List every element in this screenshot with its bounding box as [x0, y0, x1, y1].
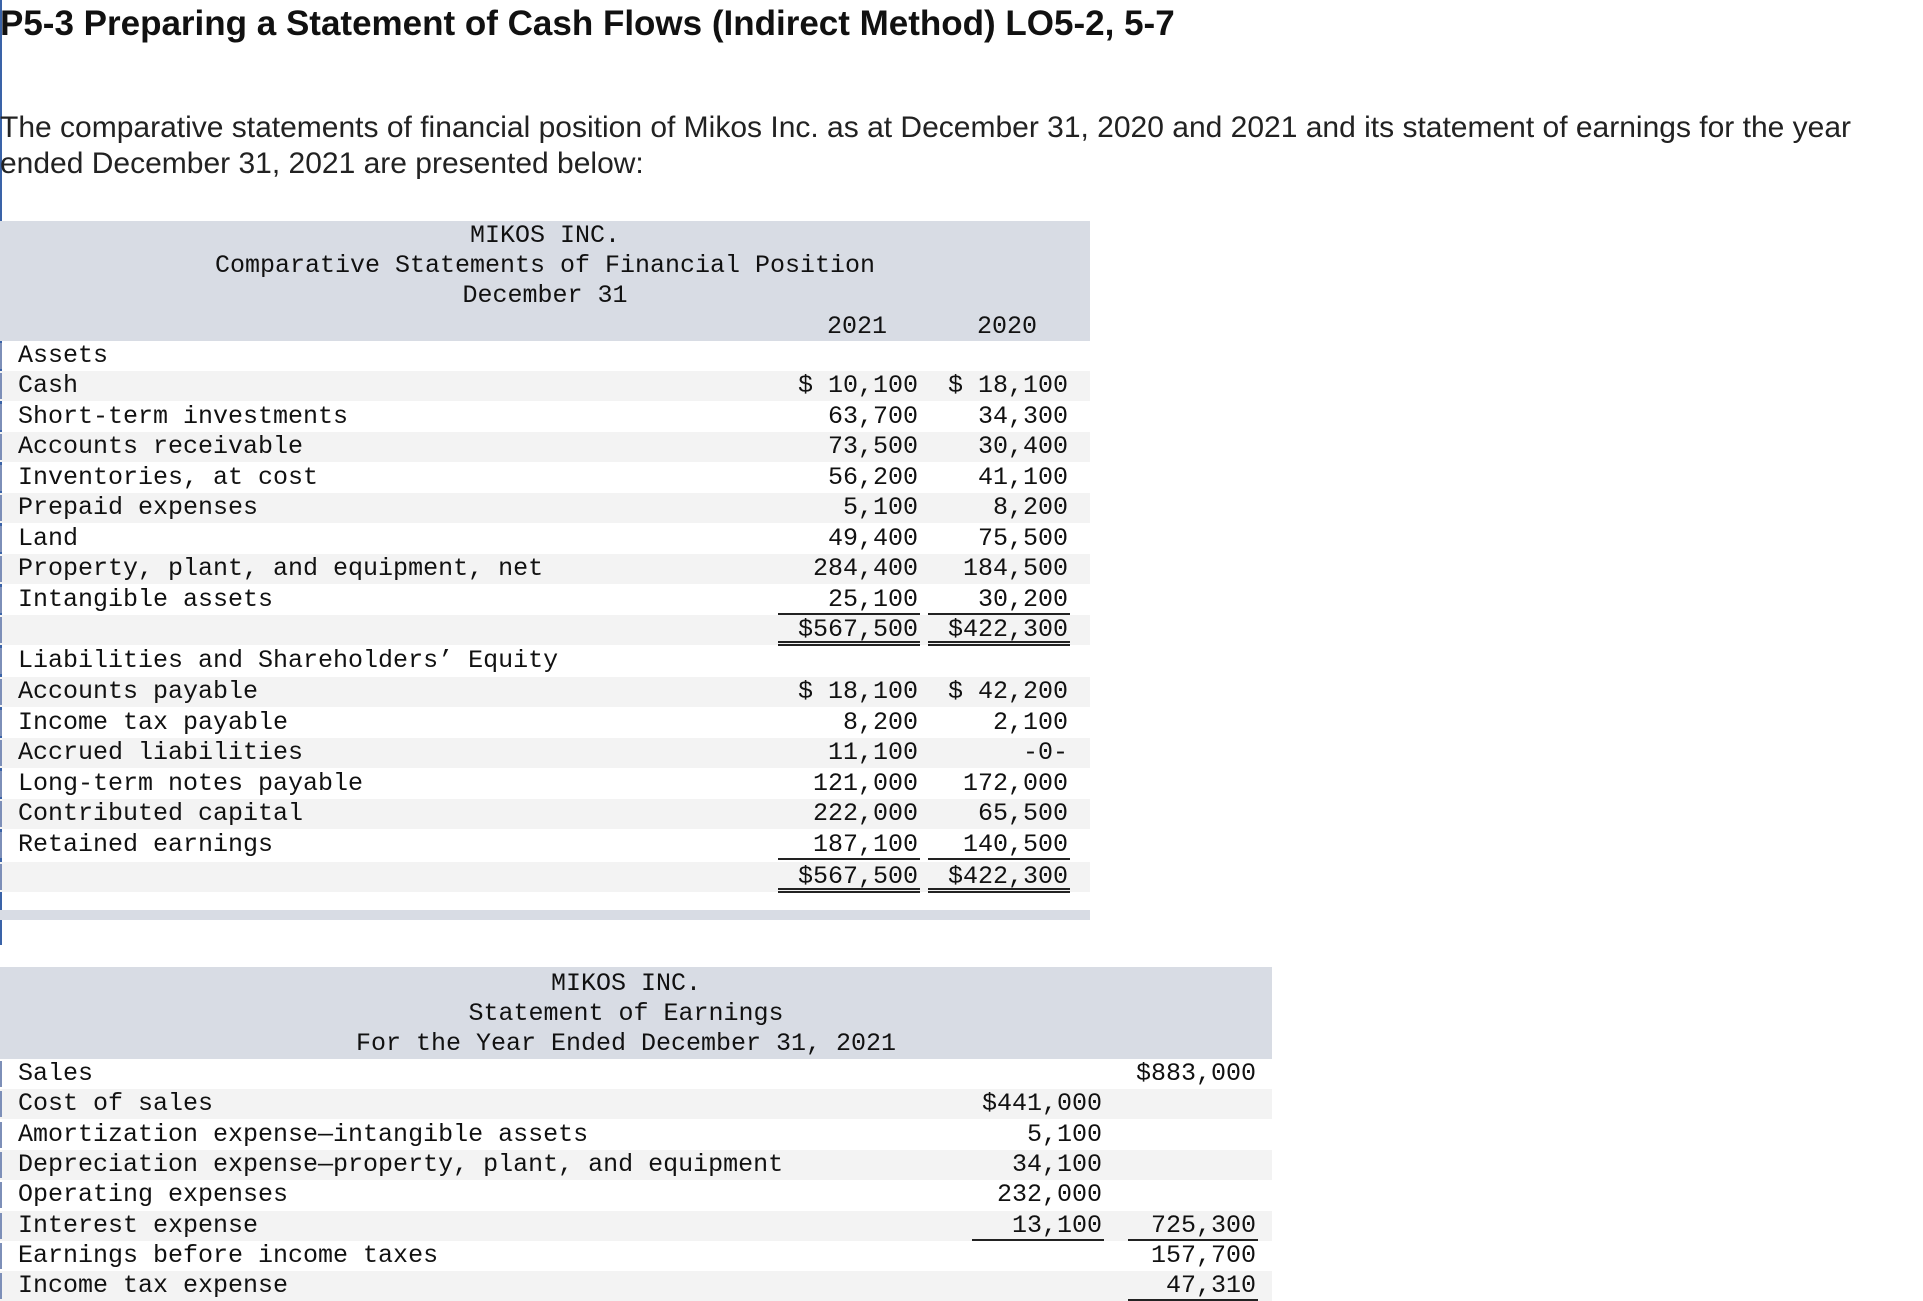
value-2021: $ 10,100 — [797, 371, 918, 400]
row-marker — [0, 864, 2, 890]
row-marker — [0, 679, 2, 705]
row-label: Accounts receivable — [18, 432, 304, 461]
value-2021: 11,100 — [827, 738, 918, 767]
subtotal-value: 232,000 — [996, 1180, 1102, 1209]
row-marker — [0, 373, 2, 399]
page-title: P5-3 Preparing a Statement of Cash Flows (Indirect Method) LO5-2, 5-7 — [0, 4, 1175, 43]
row-marker — [0, 1182, 2, 1208]
row-marker — [0, 1061, 2, 1087]
earnings-period: For the Year Ended December 31, 2021 — [355, 1029, 897, 1058]
table-row — [0, 554, 1090, 584]
table-row — [0, 677, 1090, 707]
total-value: 725,300 — [1128, 1211, 1258, 1241]
value-2021: $567,500 — [778, 615, 920, 646]
row-label: Accrued liabilities — [18, 738, 304, 767]
row-label: Long-term notes payable — [18, 769, 364, 798]
table-row — [0, 402, 1090, 432]
value-2021: 49,400 — [827, 524, 918, 553]
row-label: Depreciation expense—property, plant, and equipment — [18, 1150, 784, 1179]
table-row — [0, 1271, 1272, 1301]
row-marker — [0, 832, 2, 858]
table-row — [0, 463, 1090, 493]
value-2021: 121,000 — [812, 769, 918, 798]
table-row — [0, 493, 1090, 523]
row-label: Land — [18, 524, 79, 553]
value-2020: $ 42,200 — [947, 677, 1068, 706]
table-row — [0, 708, 1090, 738]
row-label: Cash — [18, 371, 79, 400]
table-row — [0, 371, 1090, 401]
row-marker — [0, 1152, 2, 1178]
row-label: Property, plant, and equipment, net — [18, 554, 544, 583]
row-marker — [0, 1091, 2, 1117]
value-2020: 8,200 — [992, 493, 1068, 522]
row-marker — [0, 434, 2, 460]
liabilities-heading: Liabilities and Shareholders’ Equity — [18, 646, 559, 675]
value-2020: 30,400 — [977, 432, 1068, 461]
subtotal-value: 13,100 — [972, 1211, 1104, 1241]
intro-paragraph: The comparative statements of financial position of Mikos Inc. as at December 31, 2020 and 2021 and its statement of earnings for the year ended December 31, 2021 are presented below: — [0, 111, 1852, 180]
row-label: Intangible assets — [18, 585, 274, 614]
row-marker — [0, 771, 2, 797]
table-row — [0, 524, 1090, 554]
row-label: Income tax expense — [18, 1271, 289, 1300]
liabilities-total-row — [0, 862, 1090, 892]
total-value: $883,000 — [1135, 1059, 1256, 1088]
row-marker — [0, 465, 2, 491]
subtotal-value: 5,100 — [1026, 1120, 1102, 1149]
value-2021: 284,400 — [812, 554, 918, 583]
row-label: Inventories, at cost — [18, 463, 319, 492]
table-row — [0, 1180, 1272, 1210]
value-2021: 63,700 — [827, 402, 918, 431]
row-marker — [0, 404, 2, 430]
subtotal-value: $441,000 — [981, 1089, 1102, 1118]
table-row — [0, 585, 1090, 615]
table-row — [0, 1211, 1272, 1241]
value-2020: $422,300 — [928, 615, 1070, 646]
earnings-statement-title: Statement of Earnings — [468, 999, 784, 1028]
value-2020: -0- — [1022, 738, 1068, 767]
earnings-company: MIKOS INC. — [550, 969, 702, 998]
value-2021: $567,500 — [778, 862, 920, 893]
sfp-date: December 31 — [462, 281, 628, 310]
value-2021: $ 18,100 — [797, 677, 918, 706]
subtotal-value: 34,100 — [1011, 1150, 1102, 1179]
row-label: Contributed capital — [18, 799, 304, 828]
assets-total-row — [0, 615, 1090, 645]
assets-heading: Assets — [18, 341, 109, 370]
table-row — [0, 1089, 1272, 1119]
value-2021: 8,200 — [842, 708, 918, 737]
row-marker — [0, 617, 2, 643]
value-2020: 184,500 — [962, 554, 1068, 583]
row-label: Cost of sales — [18, 1089, 214, 1118]
row-label: Operating expenses — [18, 1180, 289, 1209]
table-row — [0, 1120, 1272, 1150]
table-row — [0, 738, 1090, 768]
value-2021: 56,200 — [827, 463, 918, 492]
row-label: Interest expense — [18, 1211, 259, 1240]
table-row — [0, 1241, 1272, 1271]
row-label: Sales — [18, 1059, 94, 1088]
assets-heading-row — [0, 341, 1090, 371]
value-2020: 2,100 — [992, 708, 1068, 737]
row-marker — [0, 1273, 2, 1299]
table-row — [0, 769, 1090, 799]
col-header-2021: 2021 — [826, 312, 887, 341]
table-row — [0, 799, 1090, 829]
row-label: Earnings before income taxes — [18, 1241, 439, 1270]
value-2020: 140,500 — [928, 830, 1070, 860]
row-label: Retained earnings — [18, 830, 274, 859]
value-2021: 73,500 — [827, 432, 918, 461]
row-marker — [0, 526, 2, 552]
value-2021: 187,100 — [778, 830, 920, 860]
row-marker — [0, 1213, 2, 1239]
liabilities-heading-row — [0, 646, 1090, 676]
table-row — [0, 432, 1090, 462]
total-value: 157,700 — [1150, 1241, 1256, 1270]
table-row — [0, 1059, 1272, 1089]
row-label: Prepaid expenses — [18, 493, 259, 522]
row-marker — [0, 710, 2, 736]
sfp-statement-title: Comparative Statements of Financial Position — [214, 251, 876, 280]
row-marker — [0, 740, 2, 766]
value-2021: 25,100 — [778, 585, 920, 615]
value-2020: $ 18,100 — [947, 371, 1068, 400]
value-2020: 65,500 — [977, 799, 1068, 828]
sfp-footer-band — [0, 910, 1090, 920]
value-2020: 30,200 — [928, 585, 1070, 615]
value-2021: 222,000 — [812, 799, 918, 828]
value-2020: 172,000 — [962, 769, 1068, 798]
row-marker — [0, 801, 2, 827]
total-value: 47,310 — [1128, 1271, 1258, 1301]
row-marker — [0, 556, 2, 582]
table-row — [0, 1150, 1272, 1180]
row-marker — [0, 587, 2, 613]
value-2020: $422,300 — [928, 862, 1070, 893]
col-header-2020: 2020 — [976, 312, 1037, 341]
value-2021: 5,100 — [842, 493, 918, 522]
row-label: Short-term investments — [18, 402, 349, 431]
value-2020: 34,300 — [977, 402, 1068, 431]
table-row — [0, 830, 1090, 860]
row-marker — [0, 343, 2, 369]
row-marker — [0, 1243, 2, 1269]
row-marker — [0, 495, 2, 521]
sfp-company: MIKOS INC. — [469, 221, 621, 250]
value-2020: 41,100 — [977, 463, 1068, 492]
row-marker — [0, 1122, 2, 1148]
value-2020: 75,500 — [977, 524, 1068, 553]
row-label: Amortization expense—intangible assets — [18, 1120, 589, 1149]
row-marker — [0, 648, 2, 674]
row-label: Income tax payable — [18, 708, 289, 737]
row-label: Accounts payable — [18, 677, 259, 706]
